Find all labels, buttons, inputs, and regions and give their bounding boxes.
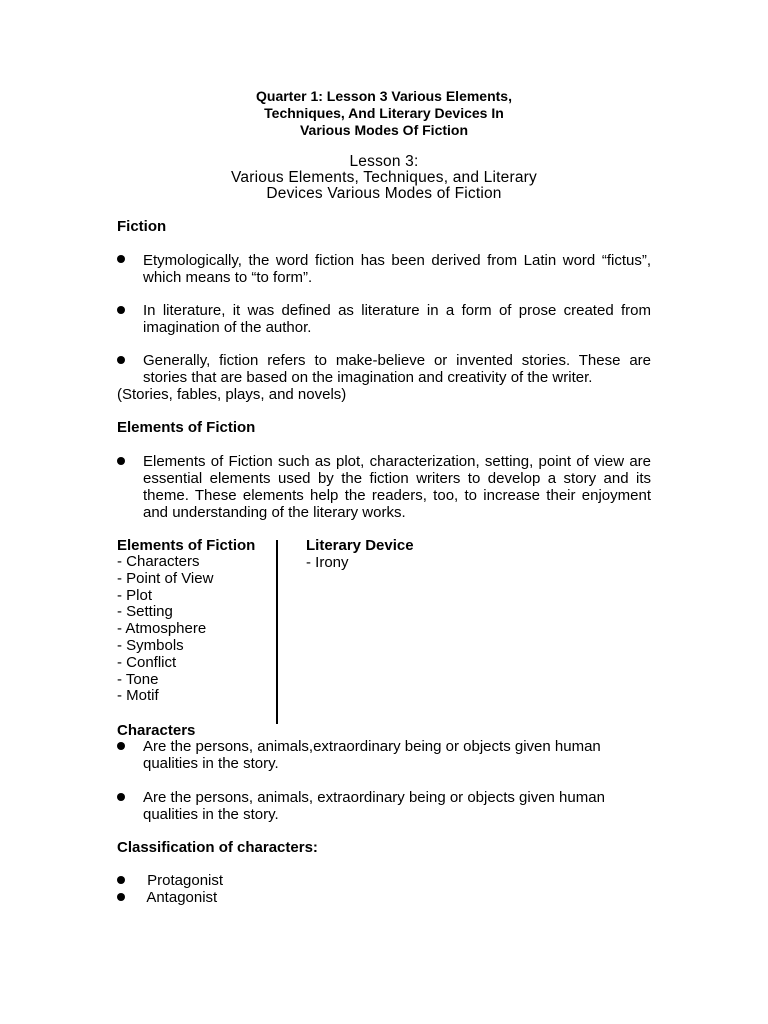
bullet-icon [117, 793, 125, 801]
bullet-icon [117, 255, 125, 263]
lesson-heading [0, 154, 768, 202]
lesson-line: Lesson 3: [349, 153, 419, 170]
list-item: - Characters [117, 553, 200, 570]
section-title-characters: Characters [117, 722, 196, 739]
classification-item-antagonist: Antagonist [143, 889, 218, 906]
title-line: Quarter 1: Lesson 3 Various Elements, [256, 88, 512, 104]
list-item: - Point of View [117, 569, 214, 587]
elements-list [117, 554, 213, 705]
bullet-icon [117, 356, 125, 364]
section-title-fiction: Fiction [117, 218, 167, 235]
fiction-bullet-3: Generally, fiction refers to make-believe or invented stories. These are stories that are based on the imagination and creativity of the writer. [143, 352, 651, 386]
list-item: - Setting [117, 603, 173, 621]
lesson-line: Devices Various Modes of Fiction [266, 185, 502, 202]
section-title-classification: Classification of characters: [117, 839, 318, 856]
list-item: - Symbols [117, 636, 184, 654]
list-item: - Motif [117, 687, 159, 705]
bullet-icon [117, 876, 125, 884]
section-title-elements: Elements of Fiction [117, 419, 256, 436]
list-item: - Atmosphere [117, 620, 207, 638]
title-line: Various Modes Of Fiction [299, 122, 469, 138]
document-title [0, 88, 768, 139]
literary-device-header: Literary Device [306, 537, 414, 554]
column-divider [276, 540, 278, 724]
elements-column-header: Elements of Fiction [117, 537, 256, 554]
classification-item-protagonist: Protagonist [143, 872, 224, 889]
characters-bullet-2: Are the persons, animals, extraordinary being or objects given human qualities in the story. [143, 789, 605, 823]
fiction-note: (Stories, fables, plays, and novels) [117, 386, 347, 403]
characters-bullet-1: Are the persons, animals,extraordinary being or objects given human qualities in the story. [143, 738, 601, 772]
list-item: - Tone [117, 670, 159, 688]
bullet-icon [117, 306, 125, 314]
fiction-bullet-1: Etymologically, the word fiction has been derived from Latin word “fictus”, which means to “to form”. [143, 252, 651, 286]
fiction-bullet-2: In literature, it was defined as literature in a form of prose created from imagination of the author. [143, 302, 651, 336]
list-item: - Conflict [117, 653, 177, 671]
list-item: - Plot [117, 586, 153, 604]
elements-bullet: Elements of Fiction such as plot, characterization, setting, point of view are essential elements used by the fiction writers to develop a story and its theme. These elements help the readers, too, to increase their enjoyment and understanding of the literary works. [143, 453, 651, 521]
title-line: Techniques, And Literary Devices In [264, 105, 504, 121]
bullet-icon [117, 742, 125, 750]
literary-device-item: - Irony [306, 554, 349, 571]
lesson-line: Various Elements, Techniques, and Literary [231, 169, 537, 186]
bullet-icon [117, 893, 125, 901]
bullet-icon [117, 457, 125, 465]
